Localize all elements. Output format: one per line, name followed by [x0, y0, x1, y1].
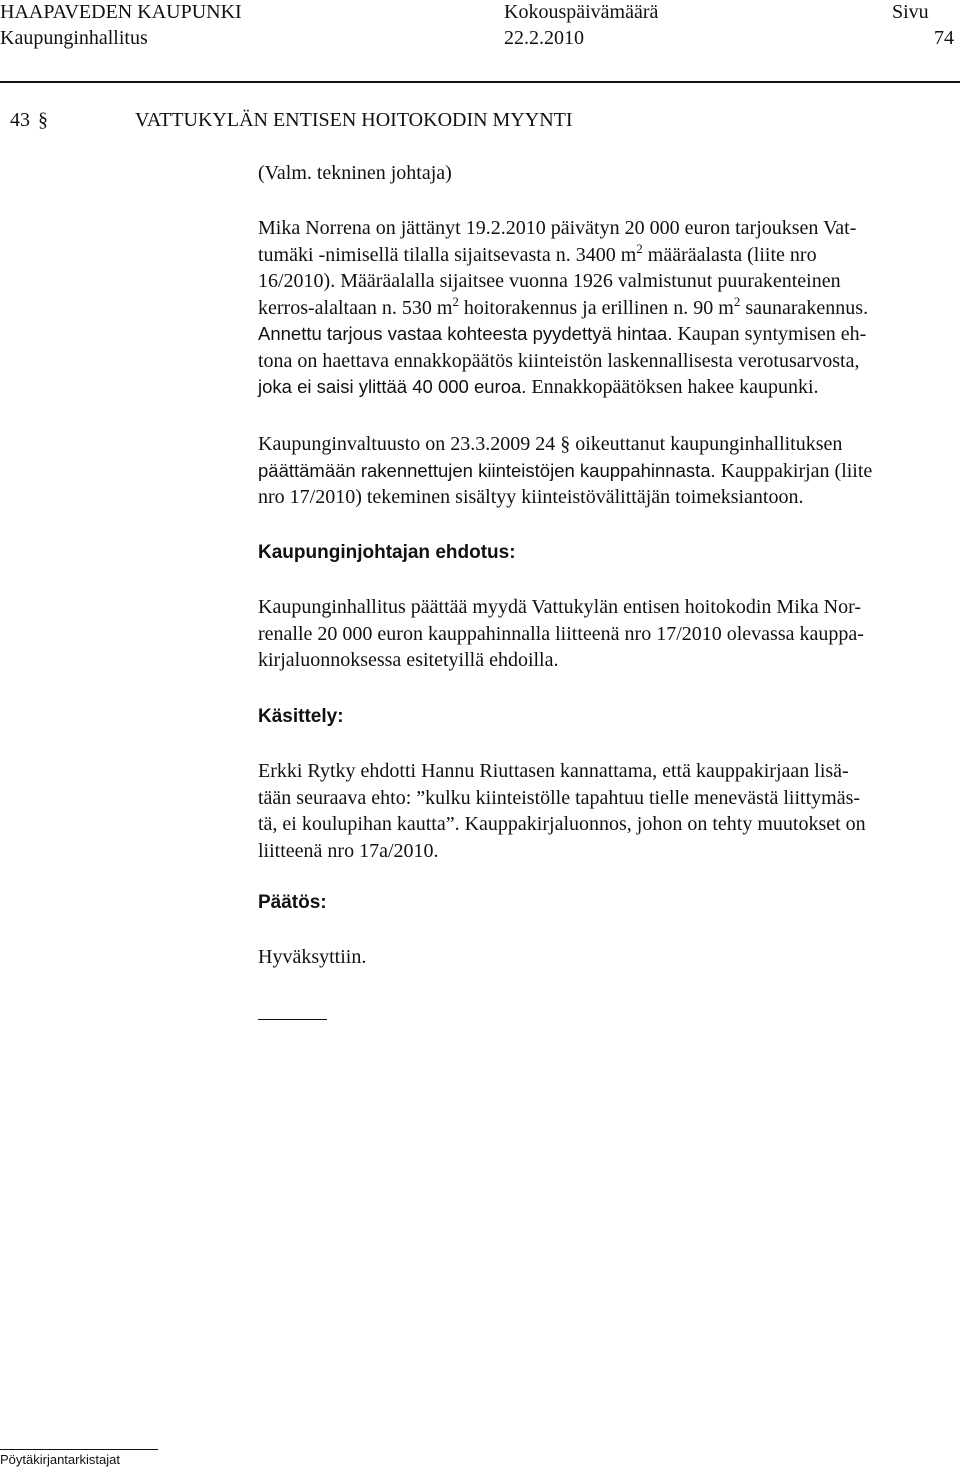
line: päättämään rakennettujen kiinteistöjen kauppahinnasta. Kauppakirjan (liite: [258, 459, 873, 482]
line: tä, ei koulupihan kautta”. Kauppakirjaluonnos, johon on tehty muutokset on: [258, 813, 866, 835]
paragraph-offer: [258, 215, 950, 401]
date-label: Kokouspäivämäärä: [504, 1, 659, 23]
line: joka ei saisi ylittää 40 000 euroa. Ennakkopäätöksen hakee kaupunki.: [258, 376, 819, 398]
line: Erkki Rytky ehdotti Hannu Riuttasen kannattama, että kauppakirjaan lisä-: [258, 760, 849, 782]
page-label: Sivu: [892, 1, 929, 23]
line: kirjaluonnoksessa esitetyillä ehdoilla.: [258, 649, 559, 671]
line: kerros-alaltaan n. 530 $m^2$ hoitorakennus ja erillinen n. 90 $m^2$ saunarakennus.: [258, 293, 869, 319]
line: renalle 20 000 euron kauppahinnalla liitteenä nro 17/2010 olevassa kauppa-: [258, 622, 864, 645]
proposal-heading: Kaupunginjohtajan ehdotus:: [258, 542, 516, 563]
section-symbol: §: [38, 109, 48, 131]
page-number: 74: [934, 27, 954, 49]
line: nro 17/2010) tekeminen sisältyy kiinteistövälittäjän toimeksiantoon.: [258, 486, 804, 508]
footer-divider: [0, 1449, 158, 1450]
handling-text: [258, 758, 950, 864]
section-number: 43: [10, 109, 30, 131]
line: 16/2010). Määräalalla sijaitsee vuonna 1926 valmistunut puurakenteinen: [258, 270, 841, 292]
end-rule: [258, 1019, 327, 1020]
organization-name: HAAPAVEDEN KAUPUNKI: [0, 1, 242, 23]
decision-text: Hyväksyttiin.: [258, 946, 367, 968]
proposal-text: [258, 594, 950, 674]
handling-heading: Käsittely:: [258, 706, 344, 727]
body-name: Kaupunginhallitus: [0, 27, 148, 49]
preparer-note: (Valm. tekninen johtaja): [258, 162, 452, 184]
paragraph-authorization: [258, 431, 950, 511]
decision-heading: Päätös:: [258, 892, 327, 913]
line: tään seuraava ehto: ”kulku kiinteistölle tapahtuu tielle menevästä liittymäs-: [258, 786, 861, 809]
header-divider: [0, 81, 960, 83]
line: Mika Norrena on jättänyt 19.2.2010 päivätyn 20 000 euron tarjouksen Vat-: [258, 217, 857, 239]
line: Kaupunginvaltuusto on 23.3.2009 24 § oikeuttanut kaupunginhallituksen: [258, 433, 843, 455]
line: Kaupunginhallitus päättää myydä Vattukylän entisen hoitokodin Mika Nor-: [258, 596, 862, 618]
line: tona on haettava ennakkopäätös kiinteistön laskennallisesta verotusarvosta,: [258, 349, 860, 372]
line: Annettu tarjous vastaa kohteesta pyydettyä hintaa. Kaupan syntymisen eh-: [258, 323, 867, 345]
line: tumäki -nimisellä tilalla sijaitsevasta n. 3400 $m^2$ määräalasta (liite nro: [258, 240, 817, 266]
line: liitteenä nro 17a/2010.: [258, 839, 439, 862]
section-title: VATTUKYLÄN ENTISEN HOITOKODIN MYYNTI: [135, 109, 573, 131]
meeting-date: 22.2.2010: [504, 27, 584, 49]
footer-label: Pöytäkirjantarkistajat: [0, 1452, 120, 1467]
